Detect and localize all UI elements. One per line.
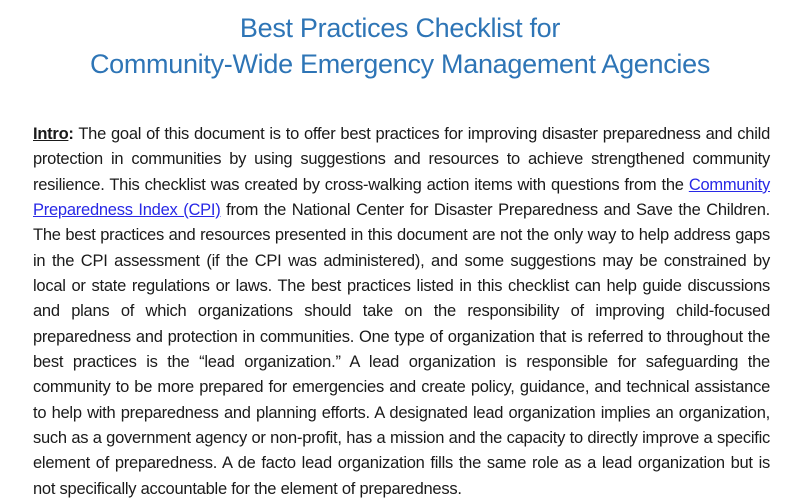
intro-colon: : [68,125,74,143]
page-title-line1: Best Practices Checklist for [239,13,561,43]
intro-label: Intro [33,125,69,143]
cpi-hyperlink[interactable]: Community Preparedness Index (CPI) [33,175,770,220]
page-title [0,10,800,82]
intro-text-after-link: from the National Center for Disaster Preparedness and Save the Children. The best practices and resources presented in this document are not the only way to help address gaps in the CPI assessment (if the CPI was administered), and some suggestions may be constrained by local or state regulations or laws. The best practices listed in this checklist can help guide discussions and plans of which organizations should take on the responsibility of improving child-focused preparedness and protection in communities. One type of organization that is referred to throughout the best practices is the “lead organization.” A lead organization is responsible for safeguarding the community to be more prepared for emergencies and create policy, guidance, and technical assistance to help with preparedness and planning efforts. A designated lead organization implies an organization, such as a government agency or non-profit, has a mission and the capacity to directly improve a specific element of preparedness. A de facto lead organization fills the same role as a lead organization but is not specifically accountable for the element of preparedness. [33,201,770,498]
intro-text-before-link: The goal of this document is to offer best practices for improving disaster preparedness and child protection in communities by using suggestions and resources to achieve strengthened community resilience. This checklist was created by cross-walking action items with questions from the [33,125,770,194]
page-title-line2: Community-Wide Emergency Management Agencies [89,49,711,79]
intro-paragraph [33,122,770,502]
